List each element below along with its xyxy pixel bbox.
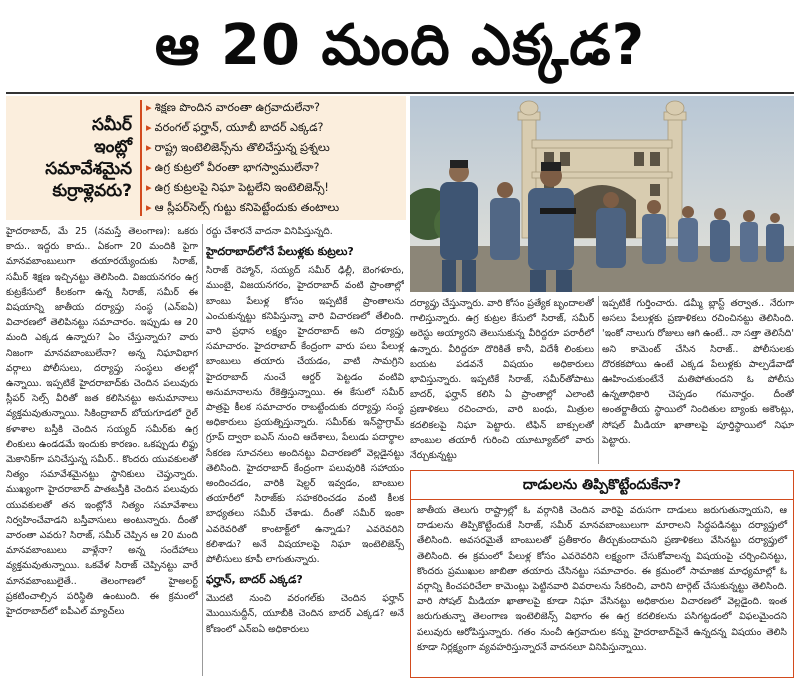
sidebar-box-title: దాడులను తిప్పికొట్టేందుకేనా? [411,471,793,500]
subheading: ఫర్హాన్, బాదర్ ఎక్కడ? [206,573,303,587]
article-paragraph: సిరాజ్ రెహ్మాన్, సయ్యద్ సమీర్ ఢిల్లీ, బెంగళూరు, ముంబై, విజయనగరం, హైదరాబాద్ వంటి ప్రాంతాల్లో బాంబు పేలుళ్ల కోసం ఇప్పటికే ప్రాంతాలను ఎంచుకున్నట్టు కనిపిస్తున్నా వారి విచారణలో తేలింది. వారి ప్రధాన లక్ష్యం హైదరాబాద్ అని దర్యాప్తు సమాచారం. హైదరాబాద్ కేంద్రంగా వారు పలు పేలుళ్ల బాంబులు తయారు చేయడం, వాటి సామగ్రిని హైదరాబాద్ నుంచే ఆర్డర్ పెట్టడం వంటివి అనుమానాలను రేకెత్తిస్తున్నాయి. ఈ కేసులో సమీర్ పాత్రపై కీలక సమాచారం రాబట్టేందుకు దర్యాప్తు సంస్థ అధికారులు ప్రయత్నిస్తున్నారు. సమీర్‌కు ఇన్‌స్టాగ్రామ్ గ్రూప్ ద్వారా ఐఎస్ నుంచి ఆదేశాలు, పేలుడు పదార్థాల సేకరణ సూచనలు అందినట్టు విచారణలో వెల్లడైనట్టు తెలిసింది. హైదరాబాద్ కేంద్రంగా పలువురికి సహాయం అందించడం, వారికి షెల్టర్ ఇవ్వడం, బాంబుల తయారీలో సిరాజ్‌కు సహకరించడం వంటి కీలక బాధ్యతలు సమీర్ చేశాడు. దీంతో సమీర్ ఇంకా ఎవరెవరితో కాంటాక్ట్‌లో ఉన్నాడు? ఎవరెవరిని కలిశాడు? అనే విషయాలపై నిఘా ఇంటెలిజెన్స్ పోలీసులు కూపీ లాగుతున్నారు. [206,265,404,566]
article-paragraph: దర్యాప్తు చేస్తున్నారు. వారి కోసం ప్రత్యేక బృందాలతో గాలిస్తున్నారు. ఉగ్ర కుట్రల కేసులో సిరాజ్, సమీర్ అరెస్టు అయ్యారని తెలుసుకున్న వీరిద్దరూ పరారీలో ఉన్నారు. వీరిద్దరూ దొరికితే కానీ, విదేశీ లింకులు బయట పడవనే విషయం అధికారులు భావిస్తున్నారు. ఇప్పటికే సిరాజ్, సమీర్‌తోపాటు బాదర్, ఫర్హాన్ కలిసి ఏ ప్రాంతాల్లో ఎలాంటి ప్రణాళికలు రచించారు, వారి బంధు, మిత్రుల కదలికలపై నిఘా పెట్టారు. టిఫిన్ బాక్సులతో బాంబుల తయారీ గురించి యూట్యూబ్‌లో వారు నేర్చుకున్నట్టు [410,298,594,462]
subheading: హైదరాబాద్‌లోనే పేలుళ్లకు కుట్రలు? [206,245,354,259]
sidebar-box [410,470,794,678]
kicker-title-line: సమీర్ [91,115,132,135]
charminar-photo [410,96,794,292]
kicker-point: ▸ ఉగ్ర కుట్రలో వీరంతా భాగస్వాములేనా? [146,158,404,178]
kicker-title [6,96,138,220]
article-paragraph: మొదటి నుంచి వరంగల్‌కు చెందిన ఫర్హాన్ మొయినుద్దీన్, యూబీకి చెందిన బాదర్ ఎక్కడ? అనే కోణంలో ఎన్ఐఏ అధికారులు [206,593,404,635]
article-column-1 [6,224,198,674]
kicker-points [146,98,404,218]
article-paragraph: జాతీయ తెలుగు రాష్ట్రాల్లో ఓ వర్గానికి చెందిన వారిపై వరుసగా దాడులు జరుగుతున్నాయని, ఆ దాడులను తిప్పికొట్టేందుకే సిరాజ్, సమీర్ మానవబాంబులుగా మారాలని సిద్ధపడినట్టు దర్యాప్తులో తేలిసింది. అవసరమైతే బాంబులతో ప్రతీకారం తీర్చుకుందామని ప్రణాళికలు వేసినట్టు దర్యాప్తులో తెలిసింది. ఈ క్రమంలో పేలుళ్ల కోసం ఎవరెవరిని లక్ష్యంగా చేసుకోవాలన్న విషయంపై చర్చించినట్టు, కొందరు ప్రముఖుల జాబితా తయారు చేసినట్టు సమాచారం. ఈ క్రమంలో సామాజిక మాధ్యమాల్లో ఓ వర్గాన్ని కించపరిచేలా కామెంట్లు పెట్టినవారి వివరాలను సేకరించి, వారిని టార్గెట్ చేసుకున్నట్టు తెలిసింది. వారి సోషల్ మీడియా ఖాతాలపై కూడా నిఘా వేసినట్టు అధికారుల విచారణలో వెల్లడైంది. ఇంత జరుగుతున్నా తెలంగాణ ఇంటెలిజెన్స్ విభాగం ఈ ఉగ్ర కదలికలను పసిగట్టడంలో విఫలమైందని పలువురు ఆరోపిస్తున్నారు. గతం నుంచీ ఉగ్రవాదుల కన్ను హైదరాబాద్‌పైనే ఉన్నదన్న విషయం తెలిసి కూడా నిర్లక్ష్యంగా వ్యవహరిస్తున్నారనే వాదనలూ వినిపిస్తున్నాయి. [417,505,787,653]
article-paragraph: రద్దు చేశారనే వాదనా వినిపిస్తున్నది. [206,226,333,237]
kicker-point: ▸ వరంగల్ ఫర్హాన్, యూబీ బాదర్ ఎక్కడ? [146,118,404,138]
column-divider [202,224,203,676]
kicker-point: ▸ ఆ స్లీపర్‌సెల్స్ గుట్టు కనిపెట్టేందుకు తంటాలు [146,198,404,218]
article-column-3 [410,296,594,464]
column-divider [598,296,599,464]
article-paragraph: ఇప్పటికే గుర్తించారు. డమ్మీ బ్లాస్ట్ తర్వాత.. నేరుగా అసలు పేలుళ్లకు ప్రణాళికలు రచించినట్టు తెలిసింది. 'ఇంకో నాలుగు రోజులు ఆగి ఉంటే.. నా సత్తా తెలిసేది' అని కామెంట్ చేసిన సిరాజ్.. పోలీసులకు దొరకకపోయి ఉంటే ఎక్కడ పేలుళ్లకు పాల్పడేవాడో ఊహించుకుంటేనే మతిపోతుందని ఓ పోలీసు ఉన్నతాధికారి చెప్పడం గమనార్హం. దీంతో అంతర్జాతీయ స్థాయిలో నిందితుల బ్యాంకు అకౌంట్లు, సోషల్ మీడియా ఖాతాలపై పూర్తిస్థాయిలో నిఘా పెట్టారు. [602,298,794,446]
kicker-title-line: కుర్రాళ్లెవరు? [52,181,132,201]
kicker-point: ▸ ఉగ్ర కుట్రలపై నిఘా పెట్టలేని ఇంటెలిజెన్స్! [146,178,404,198]
charminar-security-patrol-image [410,96,794,292]
kicker-point: ▸ శిక్షణ పొందిన వారంతా ఉగ్రవాదులేనా? [146,98,404,118]
kicker-point: ▸ రాష్ట్ర ఇంటెలిజెన్స్‌ను తొలిచేస్తున్న ప్రశ్నలు [146,138,404,158]
article-column-4 [602,296,794,464]
kicker-title-line: ఇంట్లో [94,137,132,157]
article-column-2 [206,224,404,674]
headline-rule [6,92,794,94]
headline: ఆ 20 మంది ఎక్కడ? [154,13,646,78]
kicker-title-line: సమావేశమైన [45,159,132,179]
kicker-divider [140,100,142,216]
article-paragraph: హైదరాబాద్, మే 25 (నమస్తే తెలంగాణ): ఒకరు కాదు.. ఇద్దరు కాదు.. ఏకంగా 20 మందికి పైగా మానవబాంబులుగా తయారయ్యేందుకు సిరాజ్, సమీర్ శిక్షణ ఇచ్చినట్టు తెలిసింది. విజయనగరం ఉగ్ర కుట్రకేసులో కీలకంగా ఉన్న సిరాజ్, సమీర్ ఈ విషయాన్ని జాతీయ దర్యాప్తు సంస్థ (ఎన్ఐఏ) విచారణలో తెలిపినట్టు సమాచారం. ఇప్పుడు ఆ 20 మంది ఎక్కడ ఉన్నారు? ఏం చేస్తున్నారు? వారు నిజంగా మానవబాంబులేనా? అన్న నిఘావిభాగ వర్గాలు పోలీసులు, దర్యాప్తు సంస్థలు తలల్లో ఉన్నాయి. ఇప్పటికే హైదరాబాద్‌కు చెందిన పలువురు స్లీపర్ సెల్స్ వీరితో జత కలిసినట్టు అనుమానాలు వ్యక్తమవుతున్నాయి. సికింద్రాబాద్ బోయగూడలో రైల్ కళాశాల బస్తీకి చెందిన సయ్యద్ సమీర్‌కు ఉగ్ర లింకులు ఉండడమే ఇందుకు కారణం. ఒకప్పుడు లిఫ్టు మెకానిక్‌గా పనిచేస్తున్న సమీర్.. కొందరు యువకులతో నిత్యం సమావేశమైనట్టు స్థానికులు చెప్తున్నారు. ముఖ్యంగా హైదరాబాద్ పాతబస్తీకి చెందిన పలువురు యువకులతో తన ఇంట్లోనే నిత్యం సమావేశాలు నిర్వహించేవాడని బస్తీవాసులు అంటున్నారు. దీంతో వారంతా ఎవరు? సిరాజ్, సమీర్ చెప్పిన ఆ 20 మంది మానవబాంబులు వాళ్లేనా? అన్న సందేహాలు వ్యక్తమవుతున్నాయి. ఒకవేళ సిరాజ్ చెప్పినట్టు వారే మానవబాంబులైతే.. తెలంగాణలో హైఅలర్ట్ ప్రకటించాల్సిన పరిస్థితి ఉంటుంది. ఈ క్రమంలో హైదరాబాద్‌లో ఐపీఎల్ మ్యాచ్‌లు [6,226,198,618]
sidebar-box-body [411,500,793,678]
